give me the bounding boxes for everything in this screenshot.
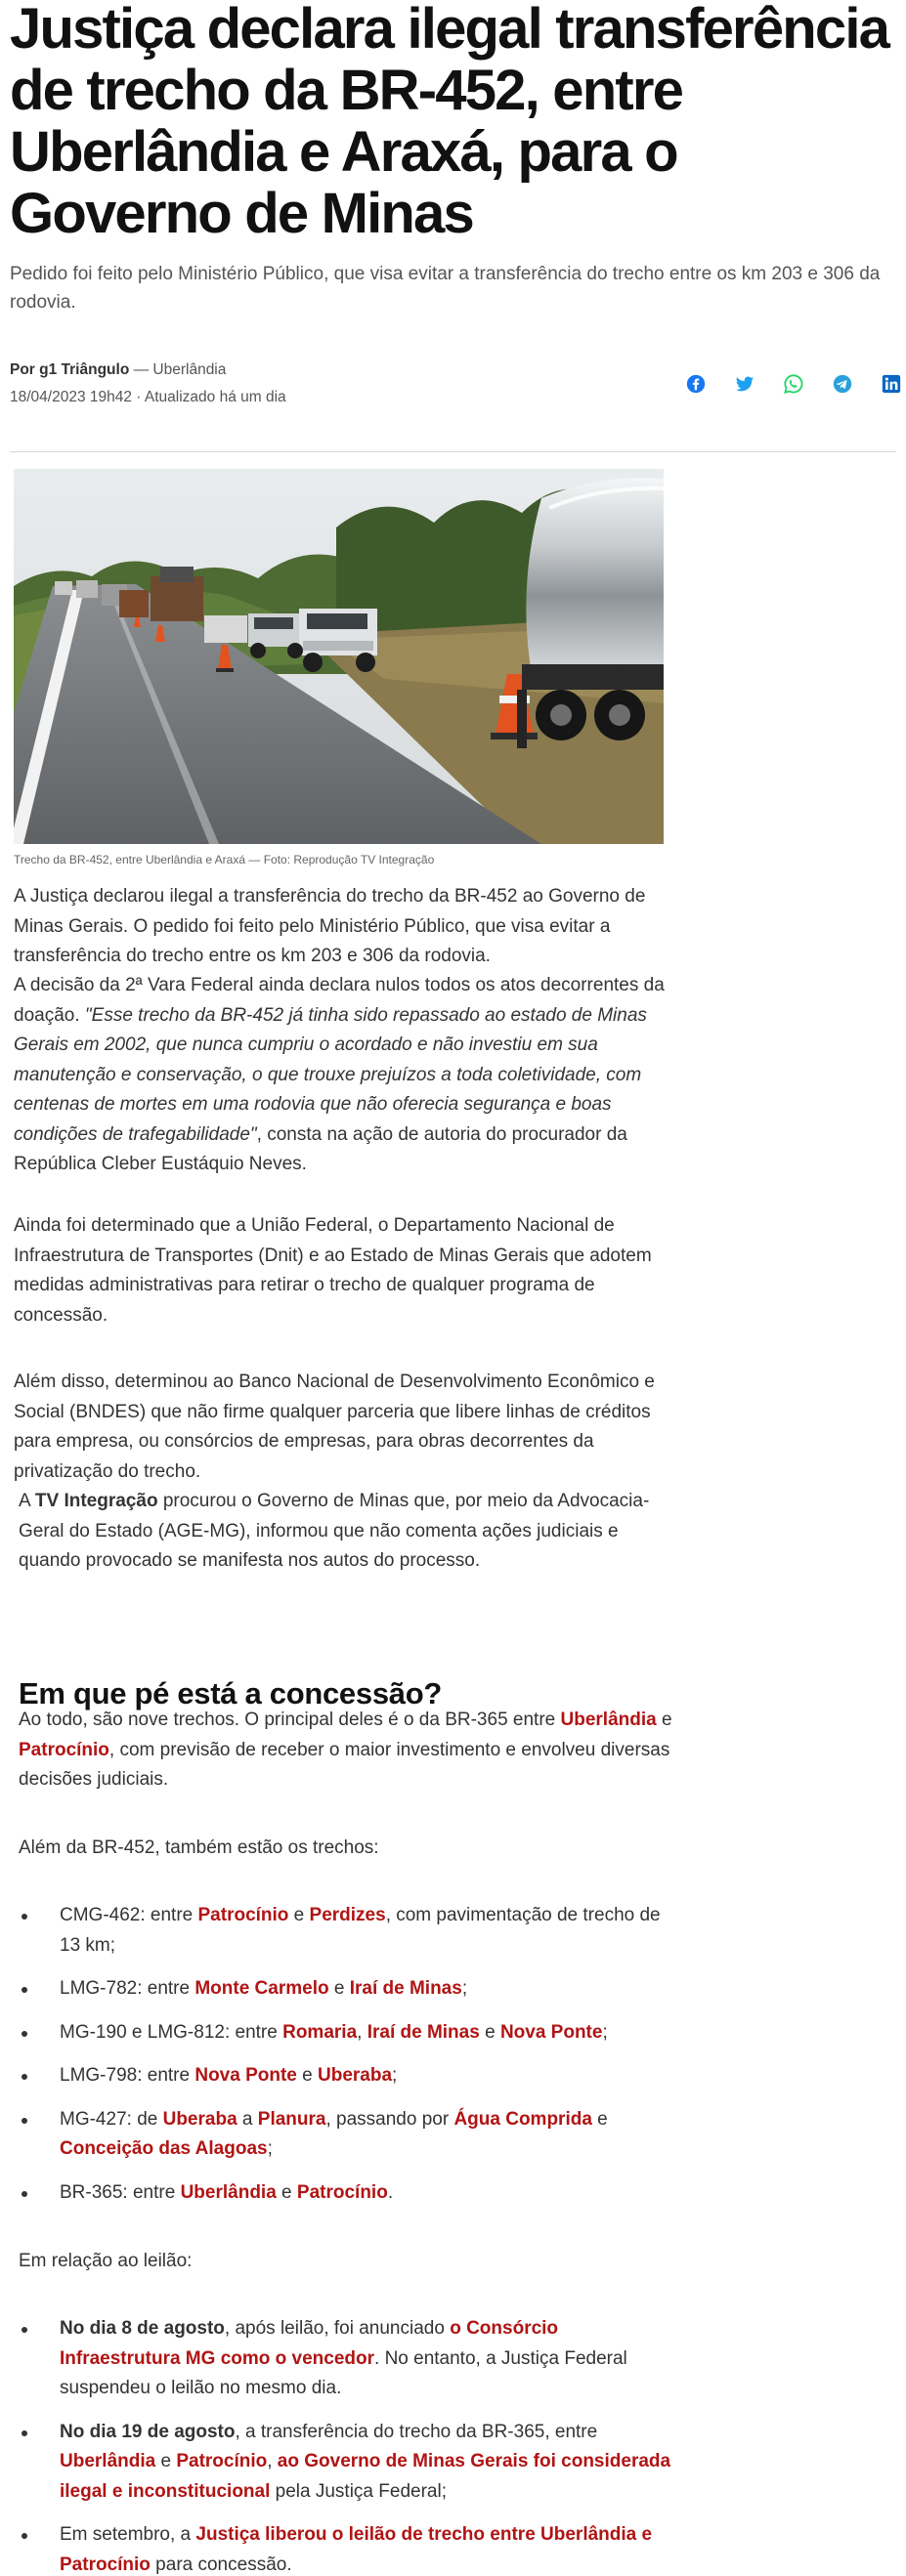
list-item-text: Em setembro, a xyxy=(60,2524,196,2545)
stretches-list xyxy=(19,1901,683,2208)
list-item-text: e xyxy=(591,2108,608,2130)
link-nova-ponte[interactable]: Nova Ponte xyxy=(499,2021,603,2043)
list-item xyxy=(19,2520,683,2576)
list-item-text: LMG-782: entre xyxy=(60,1978,195,1999)
list-item-text: para concessão. xyxy=(150,2554,292,2575)
link-patrocinio[interactable]: Patrocínio xyxy=(19,1739,109,1760)
paragraph-3: Ainda foi determinado que a União Federal, o Departamento Nacional de Infraestrutura de Transportes (Dnit) e ao Estado de Minas Gerais que adotem medidas administrativas para retirar o trecho de qualquer programa de concessão. xyxy=(14,1215,652,1326)
article-photo[interactable] xyxy=(14,469,664,844)
header-divider xyxy=(10,451,896,452)
link-uberaba[interactable]: Uberaba xyxy=(162,2108,237,2130)
section-intro-end: , com previsão de receber o maior investimento e envolveu diversas decisões judiciais. xyxy=(19,1739,670,1790)
auction-intro: Em relação ao leilão: xyxy=(19,2251,193,2271)
list-item xyxy=(19,2178,683,2209)
list-item-text: BR-365: entre xyxy=(60,2181,181,2203)
link-uberlandia[interactable]: Uberlândia xyxy=(560,1710,657,1730)
list-item-text: , após leilão, foi anunciado xyxy=(224,2318,451,2339)
list-item-text: e xyxy=(328,1978,350,1999)
list-item-text: CMG-462: entre xyxy=(60,1905,198,1925)
list-item xyxy=(19,1901,683,1961)
list-item-text: e xyxy=(479,2021,500,2043)
twitter-icon xyxy=(734,373,755,395)
list-item-text: e xyxy=(276,2181,297,2203)
prosecutor-quote: "Esse trecho da BR-452 já tinha sido repassado ao estado de Minas Gerais em 2002, que nunca cumpriu o acordado e não investiu em sua manutenção e conservação, o que trouxe prejuízos a toda coletividade, com centenas de mortes em uma rodovia que não oferecia segurança e boas condições de trafegabilidade" xyxy=(14,1004,647,1145)
link-patrocinio[interactable]: Patrocínio xyxy=(197,1905,289,1925)
list-item-text: ; xyxy=(392,2065,398,2086)
section-title: Em que pé está a concessão? xyxy=(19,1676,442,1710)
list-item-text: e xyxy=(296,2065,318,2086)
stretches-intro: Além da BR-452, também estão os trechos: xyxy=(19,1837,379,1858)
link-irai-de-minas[interactable]: Iraí de Minas xyxy=(367,2021,480,2043)
link-irai-de-minas[interactable]: Iraí de Minas xyxy=(349,1978,462,1999)
paragraph-5-text: procurou o Governo de Minas que, por meio da Advocacia-Geral do Estado (AGE-MG), informou que não comenta ações judiciais e quando provocado se manifesta nos autos do processo. xyxy=(19,1491,650,1571)
section-intro-and: e xyxy=(656,1710,672,1730)
paragraph-5-start: A xyxy=(19,1491,35,1511)
article-subtitle: Pedido foi feito pelo Ministério Público, que visa evitar a transferência do trecho entre os km 203 e 306 da rodovia. xyxy=(10,264,881,313)
list-item-text: . xyxy=(387,2181,394,2203)
list-item-text: e xyxy=(288,1905,310,1925)
byline xyxy=(10,359,226,381)
list-item-text: e xyxy=(155,2451,177,2471)
list-item-text: MG-427: de xyxy=(60,2108,163,2130)
author-location: — Uberlândia xyxy=(129,361,227,378)
publish-date: 18/04/2023 19h42 · Atualizado há um dia xyxy=(10,389,286,405)
list-item-text: ; xyxy=(602,2021,608,2043)
link-justica-liberou-leilao[interactable]: Justiça liberou o leilão de trecho entre Uberlândia e Patrocínio xyxy=(60,2524,653,2575)
share-twitter-button[interactable] xyxy=(732,371,757,397)
link-planura[interactable]: Planura xyxy=(257,2108,326,2130)
link-uberaba[interactable]: Uberaba xyxy=(318,2065,393,2086)
link-patrocinio[interactable]: Patrocínio xyxy=(176,2451,268,2471)
list-item xyxy=(19,2105,683,2165)
article-headline: Justiça declara ilegal transferência de trecho da BR-452, entre Uberlândia e Araxá, para o Governo de Minas xyxy=(10,0,889,245)
link-uberlandia[interactable]: Uberlândia xyxy=(60,2451,156,2471)
list-item-text: , passando por xyxy=(325,2108,454,2130)
list-item xyxy=(19,1974,683,2005)
list-item-text: . No entanto, a Justiça Federal suspendeu o leilão no mesmo dia. xyxy=(60,2347,627,2398)
link-perdizes[interactable]: Perdizes xyxy=(309,1905,386,1925)
list-item xyxy=(19,2061,683,2091)
list-item-text: a xyxy=(237,2108,258,2130)
link-uberlandia[interactable]: Uberlândia xyxy=(180,2181,277,2203)
paragraph-2 xyxy=(14,971,678,1180)
link-nova-ponte[interactable]: Nova Ponte xyxy=(194,2065,297,2086)
list-item-date: No dia 19 de agosto xyxy=(60,2421,236,2442)
link-conceicao-das-alagoas[interactable]: Conceição das Alagoas xyxy=(60,2138,268,2159)
tv-integracao-name: TV Integração xyxy=(34,1491,158,1511)
section-intro xyxy=(19,1706,683,1795)
highway-photo-image xyxy=(14,469,664,844)
link-transferencia-ilegal[interactable]: ao Governo de Minas Gerais foi considerada ilegal e inconstitucional xyxy=(60,2451,671,2502)
share-facebook-button[interactable] xyxy=(683,371,709,397)
link-monte-carmelo[interactable]: Monte Carmelo xyxy=(194,1978,329,1999)
share-linkedin-button[interactable] xyxy=(879,371,904,397)
paragraph-1: A Justiça declarou ilegal a transferência do trecho da BR-452 ao Governo de Minas Gerais. O pedido foi feito pelo Ministério Público, que visa evitar a transferência do trecho entre os km 203 e 306 da rodovia. xyxy=(14,886,646,966)
list-item-date: No dia 8 de agosto xyxy=(60,2318,225,2339)
list-item xyxy=(19,2018,683,2048)
list-item-text: ; xyxy=(267,2138,273,2159)
list-item-text: pela Justiça Federal; xyxy=(270,2480,447,2502)
list-item-text: ; xyxy=(461,1978,468,1999)
paragraph-5 xyxy=(19,1487,683,1577)
list-item-text: , a transferência do trecho da BR-365, entre xyxy=(235,2421,598,2442)
link-consorcio-vencedor[interactable]: o Consórcio Infraestrutura MG como o vencedor xyxy=(60,2318,559,2369)
list-item-text: LMG-798: entre xyxy=(60,2065,195,2086)
telegram-icon xyxy=(832,373,853,395)
paragraph-2-text-end: , consta na ação de autoria do procurador da República Cleber Eustáquio Neves. xyxy=(14,1123,627,1174)
link-romaria[interactable]: Romaria xyxy=(282,2021,358,2043)
list-item-text: , xyxy=(267,2451,278,2471)
whatsapp-icon xyxy=(783,373,804,395)
photo-caption: Trecho da BR-452, entre Uberlândia e Araxá — Foto: Reprodução TV Integração xyxy=(14,853,435,866)
list-item-text: , xyxy=(357,2021,367,2043)
auction-list xyxy=(19,2314,683,2576)
list-item xyxy=(19,2418,683,2508)
section-intro-text: Ao todo, são nove trechos. O principal deles é o da BR-365 entre xyxy=(19,1710,561,1730)
linkedin-icon xyxy=(881,373,902,395)
author-name[interactable]: Por g1 Triângulo xyxy=(10,361,130,378)
list-item xyxy=(19,2314,683,2404)
link-agua-comprida[interactable]: Água Comprida xyxy=(453,2108,592,2130)
share-whatsapp-button[interactable] xyxy=(781,371,806,397)
list-item-text: MG-190 e LMG-812: entre xyxy=(60,2021,283,2043)
share-telegram-button[interactable] xyxy=(830,371,855,397)
link-patrocinio[interactable]: Patrocínio xyxy=(296,2181,388,2203)
paragraph-2-text: A decisão da 2ª Vara Federal ainda declara nulos todos os atos decorrentes da doação. xyxy=(14,975,665,1026)
list-item-text: , com pavimentação de trecho de 13 km; xyxy=(60,1905,661,1956)
facebook-icon xyxy=(685,373,707,395)
paragraph-4: Além disso, determinou ao Banco Nacional de Desenvolvimento Econômico e Social (BNDES) que não firme qualquer parceria que libere linhas de créditos para empresa, ou consórcios de empresas, para obras decorrentes da privatização do trecho. xyxy=(14,1372,655,1482)
